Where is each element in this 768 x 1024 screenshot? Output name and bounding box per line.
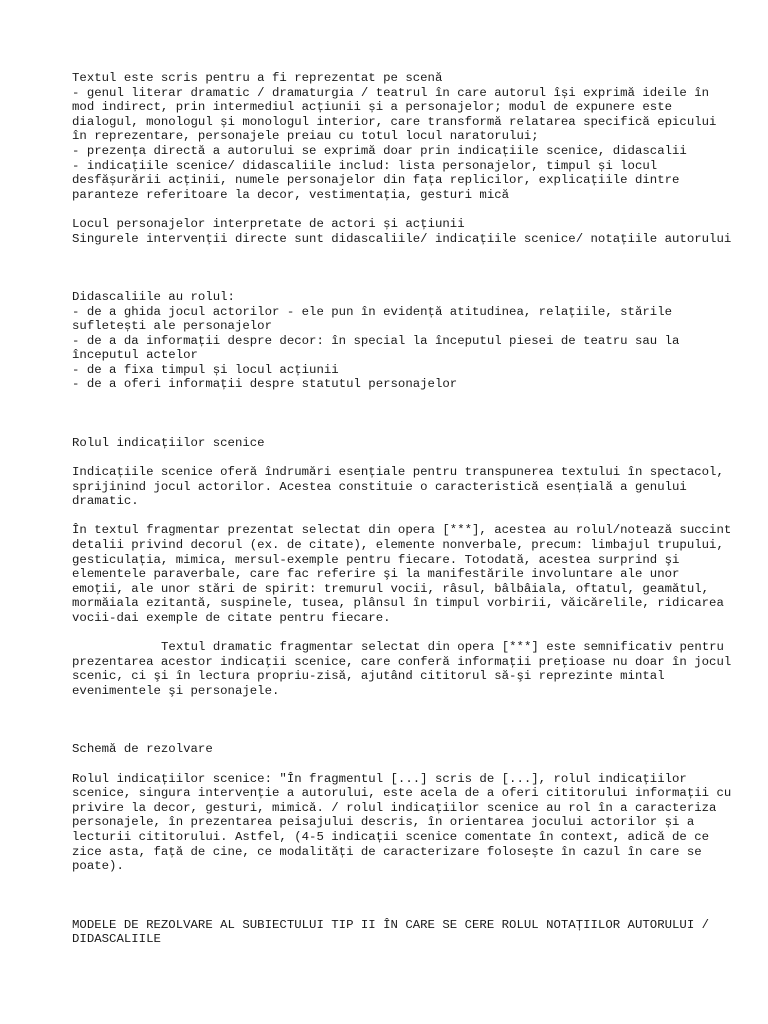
schema-paragraph: Rolul indicațiilor scenice: "În fragmentul [...] scris de [...], rolul indicațiilor scenice, singura intervenție a autorului, este acela de a oferi cititorului informații cu privire la decor, gesturi, mimică. / rolul indicațiilor scenice au rol în a caracteriza personajele, în prezentarea peisajului descris, în orientarea jocului actorilor și a lecturii cititorului. Astfel, (4-5 indicații scenice comentate în context, adică de ce zice asta, față de cine, ce modalități de caracterizare folosește în cazul în care se poate). xyxy=(72,771,739,874)
significance-paragraph: Textul dramatic fragmentar selectat din opera [***] este semnificativ pentru prezentarea acestor indicaţii scenice, care conferă informaţii preţioase nu doar în jocul scenic, ci şi în lectura propriu-zisă, ajutând cititorul să-şi reprezinte mintal evenimentele şi personajele. xyxy=(72,640,739,698)
indications-paragraph: Indicațiile scenice oferă îndrumări esențiale pentru transpunerea textului în spectacol, sprijinind jocul actorilor. Acestea constituie o caracteristică esențială a genului dramatic. xyxy=(72,465,732,509)
intro-paragraph: Textul este scris pentru a fi reprezentat pe scenă - genul literar dramatic / dramaturgia / teatrul în care autorul își exprimă ideile în mod indirect, prin intermediul acțiunii și a personajelor; modul de expunere este dialogul, monologul și monologul interior, care transformă relatarea specifică epicului în reprezentare, personajele preiau cu totul locul naratorului; - prezența directă a autorului se exprimă doar prin indicațiile scenice, didascalii - indicațiile scenice/ didascaliile includ: lista personajelor, timpul și locul desfășurării acținii, numele personajelor din fața replicilor, explicațiile dintre paranteze referitoare la decor, vestimentația, gesturi mică xyxy=(72,71,717,202)
section-heading-modele: MODELE DE REZOLVARE AL SUBIECTULUI TIP II ÎN CARE SE CERE ROLUL NOTAȚIILOR AUTORULUI / DIDASCALIILE xyxy=(72,917,717,947)
didascalii-role-list: Didascaliile au rolul: - de a ghida jocul actorilor - ele pun în evidență atitudinea, relațiile, stările sufletești ale personajelor - de a da informații despre decor: în special la începutul piesei de teatru sau la începutul actelor - de a fixa timpul și locul acțiunii - de a oferi informații despre statutul personajelor xyxy=(72,289,680,392)
section-heading-schema: Schemă de rezolvare xyxy=(72,742,213,757)
section-heading-rol: Rolul indicațiilor scenice xyxy=(72,435,265,450)
fragment-paragraph: În textul fragmentar prezentat selectat din opera [***], acestea au rolul/notează succint detalii privind decorul (ex. de citate), elemente nonverbale, precum: limbajul trupului, gesticulația, mimica, mersul-exemple pentru fiecare. Totodată, acestea surprind şi elementele paraverbale, care fac referire şi la manifestările involuntare ale unor emoţii, ale unor stări de spirit: tremurul vocii, râsul, bâlbâiala, oftatul, geamătul, mormăiala ezitantă, suspinele, tusea, plânsul în timpul vorbirii, văicărelile, ridicarea vocii-dai exemple de citate pentru fiecare. xyxy=(72,523,739,625)
characters-paragraph: Locul personajelor interpretate de actori și acțiunii Singurele intervenții directe sunt didascaliile/ indicațiile scenice/ notațiile autorului xyxy=(72,216,732,246)
document-page xyxy=(72,71,739,947)
